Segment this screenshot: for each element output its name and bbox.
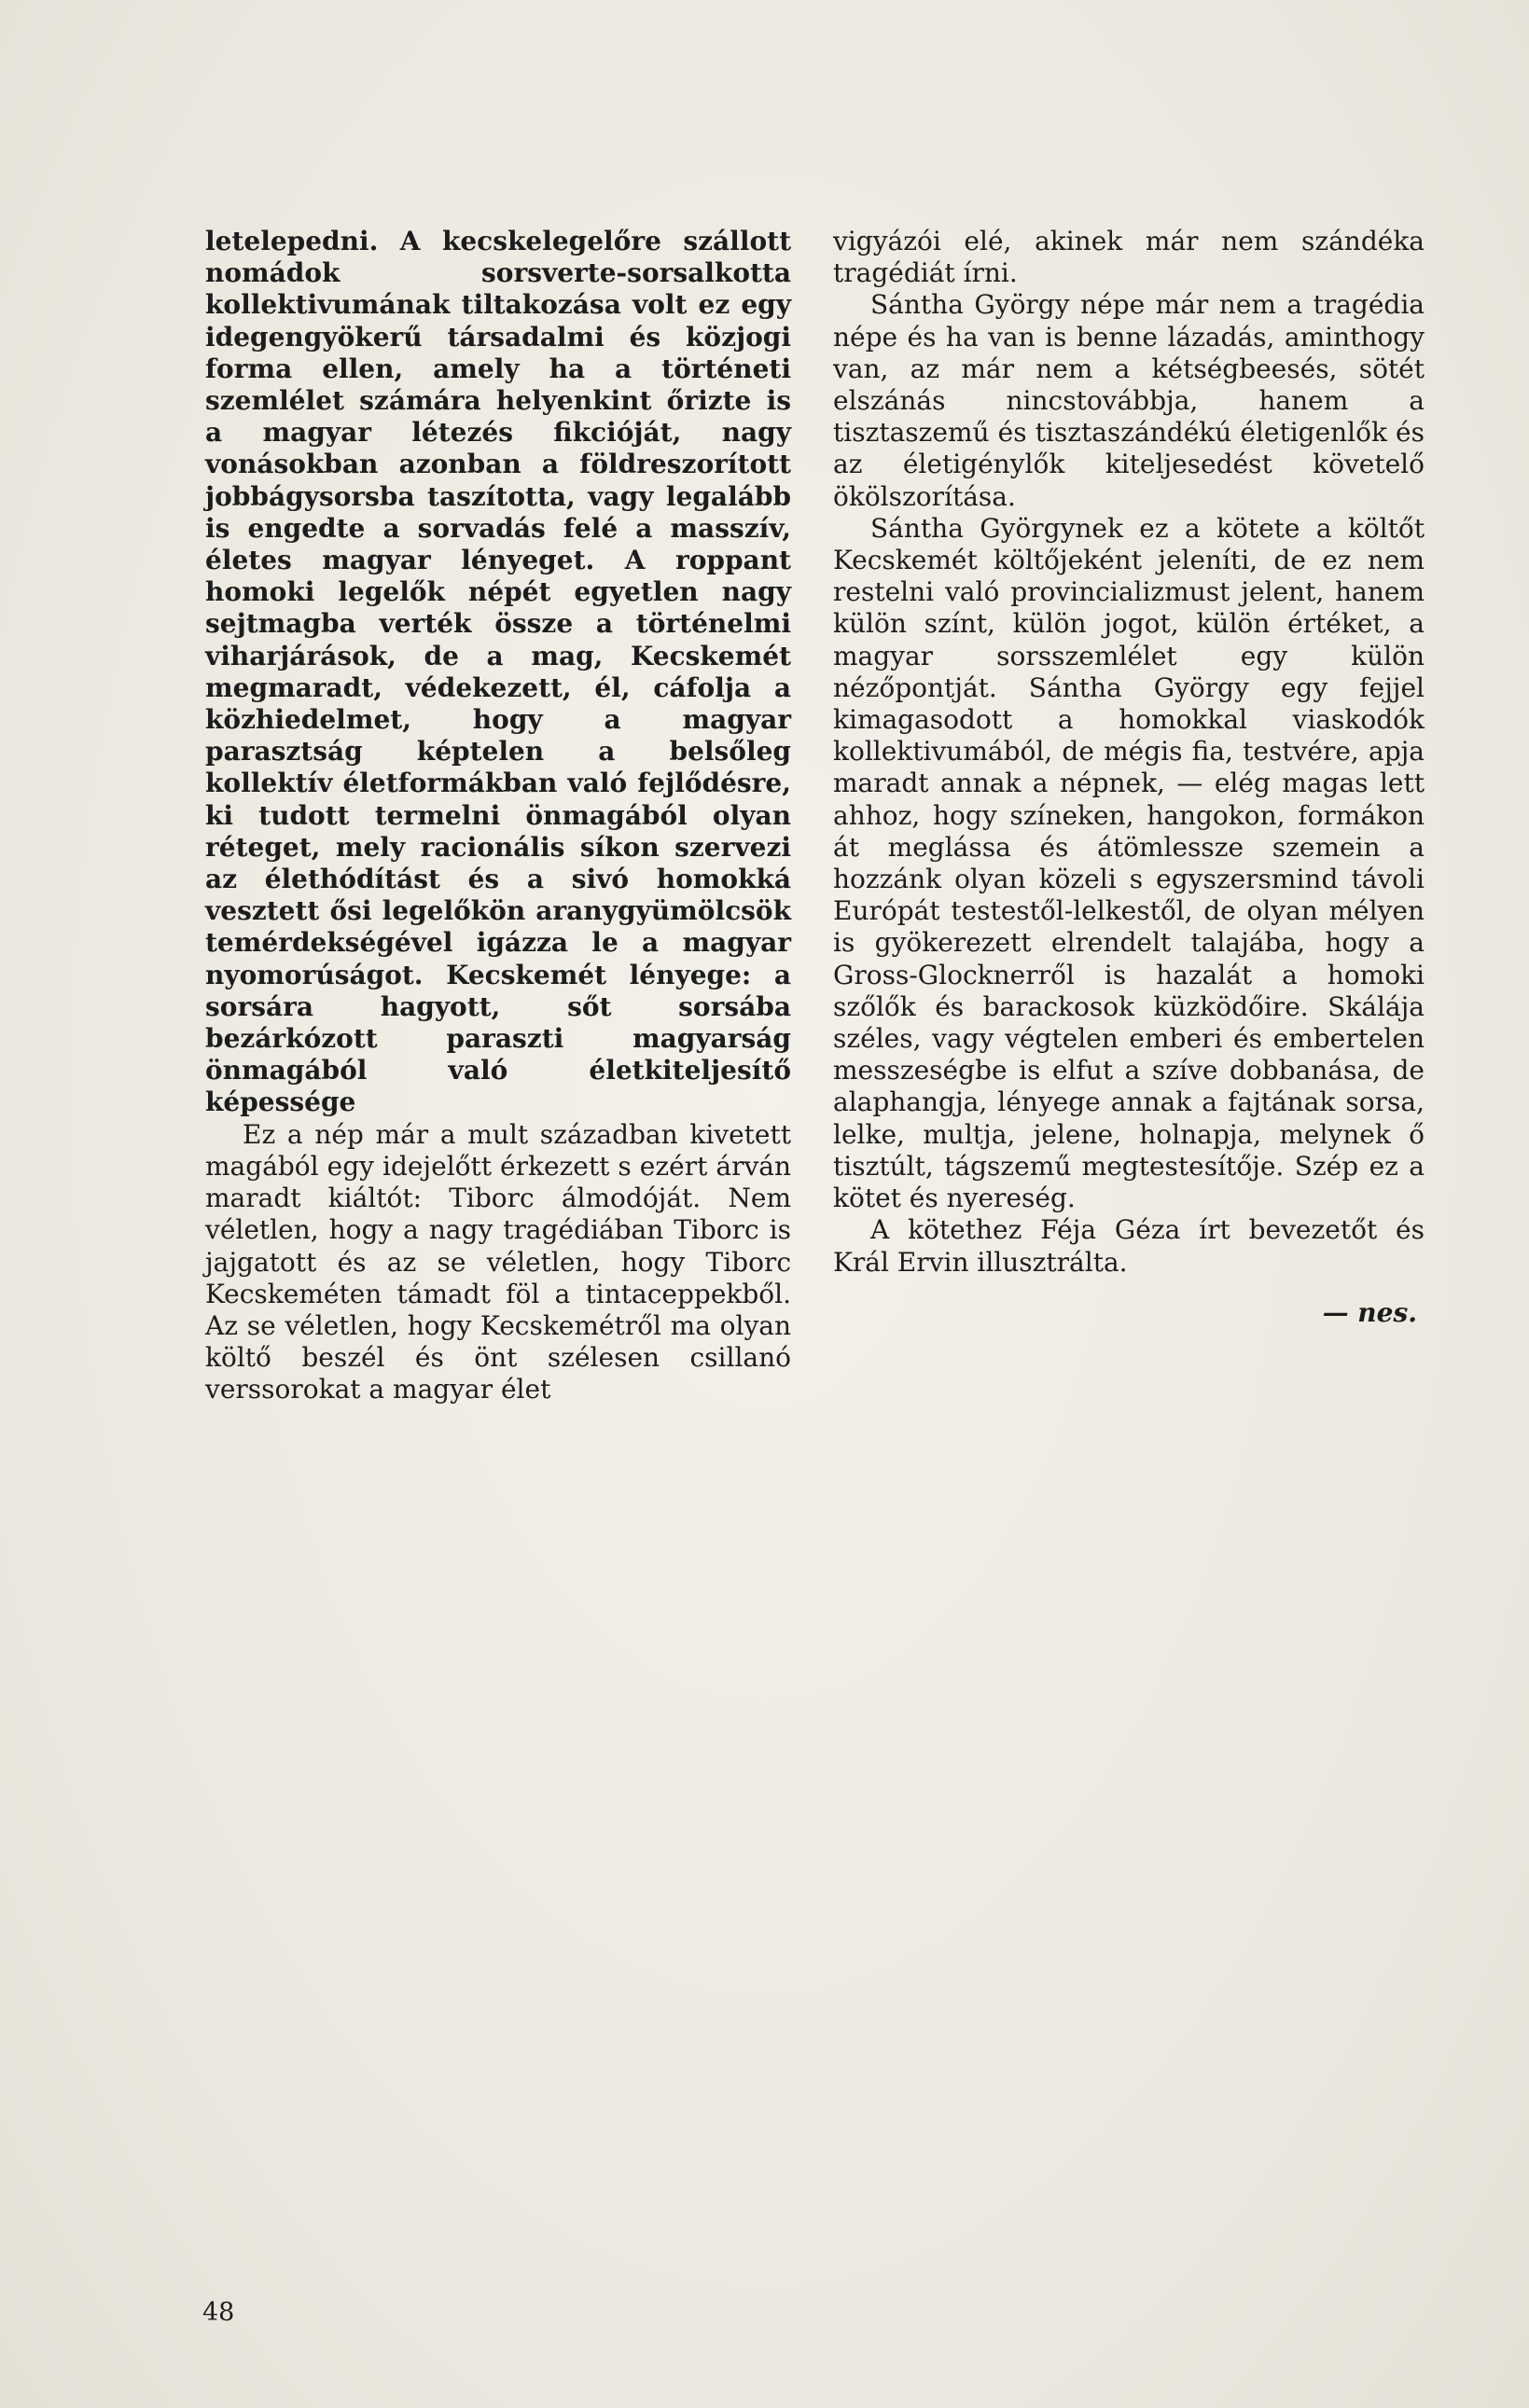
right-paragraph-1: vigyázói elé, akinek már nem szándéka tragédiát írni.	[833, 226, 1425, 289]
right-paragraph-3: Sántha Györgynek ez a kötete a költőt Kecskemét költőjeként jeleníti, de ez nem restelni való provincializmust jelent, hanem külön színt, külön jogot, külön értéket, a magyar sorsszemlélet egy külön nézőpontját. Sántha György egy fejjel kimagasodott a homokkal viaskodók kollektivumából, de mégis fia, testvére, apja maradt annak a népnek, — elég magas lett ahhoz, hogy színeken, hangokon, formákon át meglássa és átömlessze szemein a hozzánk olyan közeli s egyszersmind távoli Európát testestől-lelkestől, de olyan mélyen is gyökerezett elrendelt talajába, hogy a Gross-Glocknerről is hazalát a homoki szőlők és barackosok küzködőire. Skálája széles, vagy végtelen emberi és embertelen messzeségbe is elfut a szíve dobbanása, de alaphangja, lényege annak a fajtának sorsa, lelke, multja, jelene, holnapja, melynek ő tisztúlt, tágszemű megtestesítője. Szép ez a kötet és nyereség.	[833, 512, 1425, 1214]
page-number: 48	[202, 2298, 235, 2327]
right-paragraph-2: Sántha György népe már nem a tragédia népe és ha van is benne lázadás, aminthogy van, az már nem a kétségbeesés, sötét elszánás nincstovábbja, hanem a tisztaszemű és tisztaszándékú életigenlők és az életigénylők kiteljesedést követelő ökölszorítása.	[833, 289, 1425, 512]
author-signature: — nes.	[1322, 1296, 1417, 1328]
left-paragraph-1: letelepedni. A kecskelegelőre szállott nomádok sorsverte-sorsalkotta kollektivumának tiltakozása volt ez egy idegengyökerű társadalmi és közjogi forma ellen, amely ha a történeti szemlélet számára helyenkint őrizte is a magyar létezés fikcióját, nagy vonásokban azonban a földreszorított jobbágysorsba taszította, vagy legalább is engedte a sorvadás felé a masszív, életes magyar lényeget. A roppant homoki legelők népét egyetlen nagy sejtmagba verték össze a történelmi viharjárások, de a mag, Kecskemét megmaradt, védekezett, él, cáfolja a közhiedelmet, hogy a magyar parasztság képtelen a belsőleg kollektív életformákban való fejlődésre, ki tudott termelni önmagából olyan réteget, mely racionális síkon szervezi az élethódítást és a sivó homokká vesztett ősi legelőkön aranygyümölcsök temérdekségével igázza le a magyar nyomorúságot. Kecskemét lényege: a sorsára hagyott, sőt sorsába bezárkózott paraszti magyarság önmagából való életkiteljesítő képessége	[205, 226, 791, 1118]
right-text-column	[833, 226, 1425, 1329]
left-paragraph-2: Ez a nép már a mult században kivetett magából egy idejelőtt érkezett s ezért árván maradt kiáltót: Tiborc álmodóját. Nem véletlen, hogy a nagy tragédiában Tiborc is jajgatott és az se véletlen, hogy Tiborc Kecskeméten támadt föl a tintaceppekből. Az se véletlen, hogy Kecskemétről ma olyan költő beszél és önt szélesen csillanó verssorokat a magyar élet	[205, 1118, 791, 1405]
left-text-column	[205, 226, 791, 1406]
right-paragraph-4: A kötethez Féja Géza írt bevezetőt és Král Ervin illusztrálta.	[833, 1214, 1425, 1278]
